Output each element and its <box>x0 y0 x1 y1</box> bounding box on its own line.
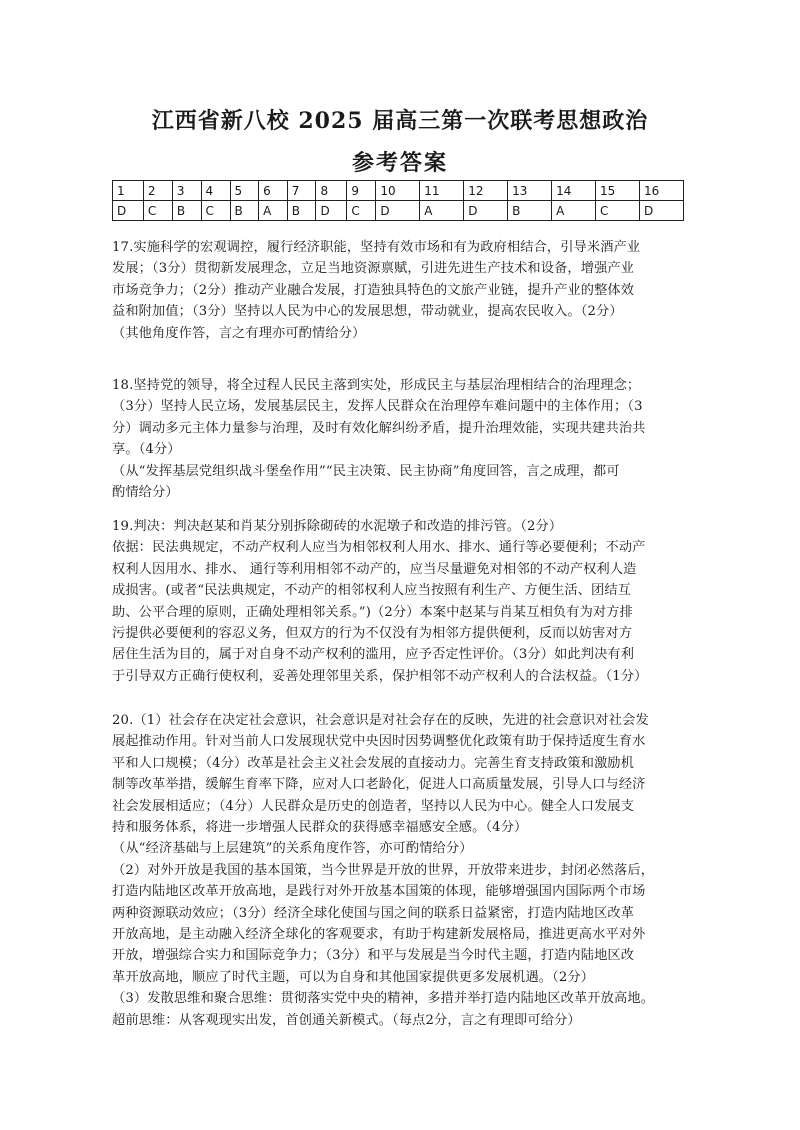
answer-line: （3分）坚持人民立场，发展基层民主，发挥人民群众在治理停车难问题中的主体作用；（3 <box>112 399 643 415</box>
answer-row <box>113 201 684 221</box>
question-number-cell: 10 <box>376 181 420 201</box>
answer-line: 权利人因用水、排水、 通行等利用相邻不动产的，应当尽量避免对相邻的不动产权利人造 <box>112 561 637 577</box>
answer-cell: B <box>172 201 201 221</box>
answer-line: （3）发散思维和聚合思维：贯彻落实党中央的精神，多措并举打造内陆地区改革开放高地。 <box>112 991 655 1007</box>
question-number-cell: 14 <box>552 181 596 201</box>
answer-line: 两种资源联动效应；（3分）经济全球化使国与国之间的联系日益紧密，打造内陆地区改革 <box>112 905 635 921</box>
answer-cell: D <box>113 201 144 221</box>
question-number-cell: 5 <box>230 181 259 201</box>
answer-line: 平和人口规模；（4分）改革是社会主义社会发展的直接动力。完善生育支持政策和激励机 <box>112 755 635 771</box>
question-number-cell: 8 <box>316 181 347 201</box>
answer-line: 18.坚持党的领导，将全过程人民民主落到实处，形成民主与基层治理相结合的治理理念； <box>112 378 641 393</box>
answer-line: 开放，增强综合实力和国际竞争力；（3分）和平与发展是当今时代主题，打造内陆地区改 <box>112 948 635 964</box>
answer-cell: A <box>552 201 596 221</box>
question-number-row <box>113 181 684 201</box>
scoring-note: 酌情给分） <box>112 485 179 501</box>
answer-table <box>112 180 684 221</box>
question-17-answer <box>112 237 698 344</box>
answer-cell: D <box>464 201 508 221</box>
answer-line: 社会发展相适应；（4分）人民群众是历史的创造者，坚持以人民为中心。健全人口发展支 <box>112 798 635 814</box>
question-number-cell: 3 <box>172 181 201 201</box>
answer-line: 持和服务体系，将进一步增强人民群众的获得感幸福感安全感。（4分） <box>112 820 528 836</box>
question-number-cell: 1 <box>113 181 144 201</box>
answer-cell: D <box>316 201 347 221</box>
answer-cell: C <box>143 201 172 221</box>
answer-line: 于引导双方正确行使权利，妥善处理邻里关系，保护相邻不动产权利人的合法权益。（1分） <box>112 668 648 684</box>
answer-line: 20.（1）社会存在决定社会意识，社会意识是对社会存在的反映，先进的社会意识对社会发 <box>112 713 649 728</box>
answer-line: 革开放高地，顺应了时代主题，可以为自身和其他国家提供更多发展机遇。（2分） <box>112 969 595 985</box>
document-title: 江西省新八校 2025 届高三第一次联考思想政治 <box>151 108 649 134</box>
answer-line: 开放高地，是主动融入经济全球化的客观要求，有助于构建新发展格局，推进更高水平对外 <box>112 927 646 943</box>
answer-line: 超前思维：从客观现实出发，首创通关新模式。（每点2分，言之有理即可给分） <box>112 1012 581 1028</box>
answer-line: 居住生活为目的，属于对自身不动产权利的滥用，应予否定性评价。（3分）如此判决有利 <box>112 647 635 663</box>
answer-cell: A <box>259 201 288 221</box>
answer-line: 助、公平合理的原则，正确处理相邻关系。”)（2分）本案中赵某与肖某互相负有为对方排 <box>112 604 633 620</box>
question-19-answer <box>112 516 698 687</box>
answer-line: 污提供必要便利的容忍义务，但双方的行为不仅没有为相邻方提供便利，反而以妨害对方 <box>112 626 633 642</box>
question-number-cell: 13 <box>508 181 552 201</box>
question-number-cell: 16 <box>639 181 683 201</box>
question-number-cell: 9 <box>347 181 376 201</box>
answer-cell: C <box>201 201 230 221</box>
answer-line: 依据：民法典规定，不动产权利人应当为相邻权利人用水、排水、通行等必要便利；不动产 <box>112 540 646 556</box>
answer-line: 益和附加值；（3分）坚持以人民为中心的发展思想，带动就业，提高农民收入。（2分） <box>112 304 623 320</box>
answer-cell: D <box>376 201 420 221</box>
answer-line: 19.判决：判决赵某和肖某分别拆除砌砖的水泥墩子和改造的排污管。（2分） <box>112 519 563 534</box>
answer-line: 展起推动作用。针对当前人口发展现状党中央因时因势调整优化政策有助于保持适度生育水 <box>112 734 646 750</box>
answer-cell: B <box>508 201 552 221</box>
answer-cell: B <box>287 201 316 221</box>
answer-line: 打造内陆地区改革开放高地，是践行对外开放基本国策的体现，能够增强国内国际两个市场 <box>112 884 646 900</box>
question-number-cell: 7 <box>287 181 316 201</box>
answer-line: 市场竞争力；（2分）推动产业融合发展，打造独具特色的文旅产业链，提升产业的整体效 <box>112 282 635 298</box>
question-18-answer <box>112 375 698 503</box>
question-number-cell: 12 <box>464 181 508 201</box>
answer-line: 制等改革举措，缓解生育率下降，应对人口老龄化，促进人口高质量发展，引导人口与经济 <box>112 777 646 793</box>
answer-cell: D <box>639 201 683 221</box>
answer-line: 17.实施科学的宏观调控，履行经济职能，坚持有效市场和有为政府相结合，引导米酒产业 <box>112 240 641 255</box>
question-number-cell: 4 <box>201 181 230 201</box>
question-number-cell: 2 <box>143 181 172 201</box>
answer-cell: B <box>230 201 259 221</box>
answer-line: 分）调动多元主体力量参与治理，及时有效化解纠纷矛盾，提升治理效能，实现共建共治共 <box>112 420 646 436</box>
scoring-note: （其他角度作答，言之有理亦可酌情给分） <box>112 325 366 341</box>
answer-line: 发展；（3分）贯彻新发展理念，立足当地资源禀赋，引进先进生产技术和设备，增强产业 <box>112 261 635 277</box>
answer-line: （2）对外开放是我国的基本国策，当今世界是开放的世界，开放带来进步，封闭必然落后， <box>112 862 655 878</box>
scoring-note: （从“发挥基层党组织战斗堡垒作用”“民主决策、民主协商”角度回答，言之成理，都可 <box>112 463 620 479</box>
answer-cell: C <box>596 201 640 221</box>
answer-cell: C <box>347 201 376 221</box>
question-number-cell: 15 <box>596 181 640 201</box>
answer-cell: A <box>420 201 464 221</box>
scoring-note: （从“经济基础与上层建筑”的关系角度作答，亦可酌情给分） <box>112 841 473 857</box>
question-20-answer <box>112 710 698 1031</box>
document-subtitle: 参考答案 <box>351 150 448 176</box>
question-number-cell: 6 <box>259 181 288 201</box>
answer-line: 成损害。(或者“民法典规定，不动产的相邻权利人应当按照有利生产、方便生活、团结互 <box>112 583 632 599</box>
answer-line: 享。（4分） <box>112 442 181 458</box>
question-number-cell: 11 <box>420 181 464 201</box>
